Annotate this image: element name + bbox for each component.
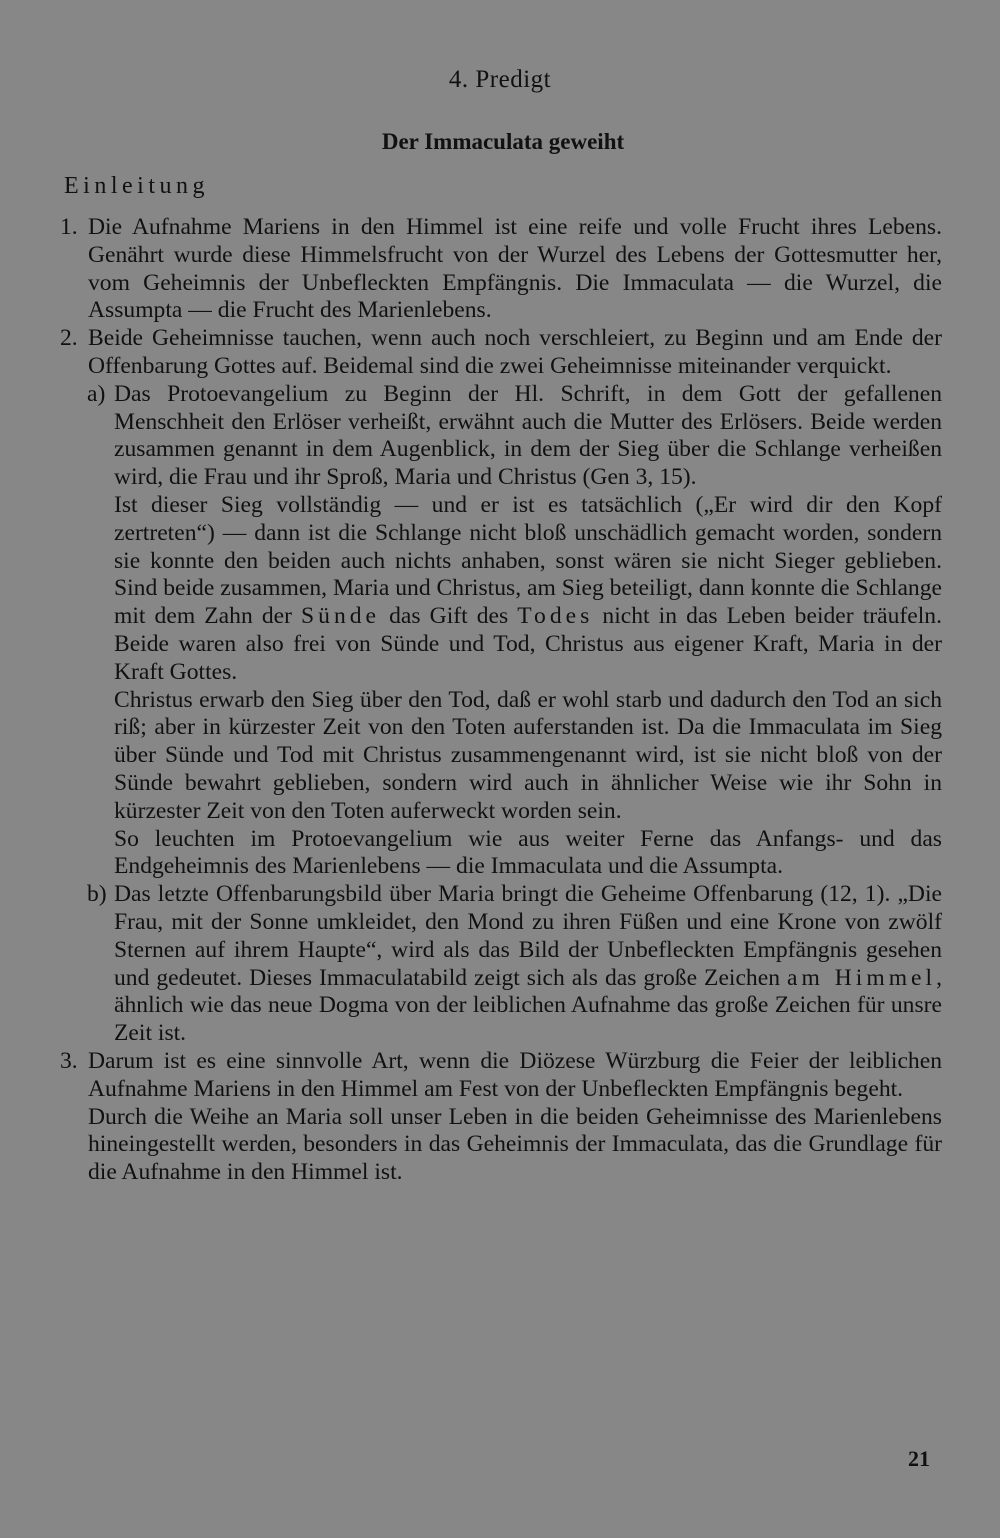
item-number: 1. (60, 214, 78, 240)
sub-a-paragraph-3: Christus erwarb den Sieg über den Tod, daß er wohl starb und dadurch den Tod an sich riß; aber in kürzester Zeit von den Toten auferstanden ist. Da die Immaculata im Sieg über Sünde und Tod mit Christus zusammengenannt wird, ist sie nicht bloß von der Sünde bewahrt geblieben, sondern wird auch in ähnlicher Weise wie ihr Sohn in kürzester Zeit von den Toten auferweckt worden sein. (114, 686, 942, 824)
sub-item-a (60, 381, 942, 492)
spaced-word: Todes (517, 603, 594, 630)
sub-item-text: , ähnlich wie das neue Dogma von der leiblichen Aufnahme das große Zeichen für unsre Zeit ist. (114, 964, 942, 1047)
list-item-1 (60, 214, 942, 325)
body-text (60, 214, 942, 1187)
paragraph-text: das Gift des (380, 603, 518, 630)
paragraph-text: nicht in das Leben beider träufeln. Beide waren also frei von Sünde und Tod, Christus aus eigener Kraft, Maria in der Kraft Gottes. (114, 603, 942, 685)
sub-a-paragraph-4: So leuchten im Protoevangelium wie aus weiter Ferne das Anfangs- und das Endgeheimnis des Marienlebens — die Immaculata und die Assumpta. (114, 825, 942, 880)
item-3-paragraph-2: Durch die Weihe an Maria soll unser Leben in die beiden Geheimnisse des Marienlebens hineingestellt werden, besonders in das Geheimnis der Immaculata, das die Grundlage für die Aufnahme in den Himmel ist. (88, 1103, 942, 1186)
sub-item-letter: b) (87, 881, 107, 908)
spaced-word: am Himmel (786, 964, 937, 991)
sub-item-text: Das Protoevangelium zu Beginn der Hl. Schrift, in dem Gott der gefallenen Menschheit den Erlöser verheißt, erwähnt auch die Mutter des Erlösers. Beide werden zusammen genannt in dem Augenblick, in dem der Sieg über die Schlange verheißen wird, die Frau und ihr Sproß, Maria und Christus (Gen 3, 15). (114, 380, 942, 491)
sub-item-letter: a) (87, 380, 106, 407)
list-item-2 (60, 325, 942, 381)
paragraph-text: Ist dieser Sieg vollständig — und er ist es tatsächlich („Er wird dir den Kopf zertreten“) — dann ist die Schlange nicht bloß unschädlich gemacht worden, sondern sie konnte den beiden auch nichts anhaben, sonst wären sie nicht Sieger geblieben. Sind beide zusammen, Maria und Christus, am Sieg beteiligt, dann konnte die Schlange mit dem Zahn der (114, 491, 942, 630)
sub-a-paragraph-2 (60, 492, 942, 687)
item-number: 2. (60, 325, 78, 352)
chapter-heading: 4. Predigt (448, 66, 552, 93)
item-number: 3. (60, 1047, 78, 1074)
item-text: Die Aufnahme Mariens in den Himmel ist eine reife und volle Frucht ihres Lebens. Genährt wurde diese Himmelsfrucht von der Wurzel des Lebens der Gottesmutter her, vom Geheimnis der Unbefleckten Empfängnis. Die Immaculata — die Wurzel, die Assumpta — die Frucht des Marienlebens. (88, 214, 942, 324)
page-number: 21 (908, 1446, 930, 1471)
spaced-word: Sünde (301, 603, 381, 630)
list-item-3 (60, 1048, 942, 1104)
sermon-title: Der Immaculata geweiht (381, 129, 625, 154)
item-text: Beide Geheimnisse tauchen, wenn auch noch verschleiert, zu Beginn und am Ende der Offenbarung Gottes auf. Beidemal sind die zwei Geheimnisse miteinander verquickt. (88, 325, 942, 379)
sub-item-b (60, 881, 942, 1048)
section-heading: Einleitung (64, 173, 209, 199)
sub-item-text: Das letzte Offenbarungsbild über Maria bringt die Geheime Offenbarung (12, 1). „Die Frau, mit der Sonne umkleidet, den Mond zu ihren Füßen und eine Krone von zwölf Sternen auf ihrem Haupte“, wird als das Bild der Unbefleckten Empfängnis gesehen und gedeutet. Dieses Immaculatabild zeigt sich als das große Zeichen (114, 881, 942, 991)
item-text: Darum ist es eine sinnvolle Art, wenn die Diözese Würzburg die Feier der leiblichen Aufnahme Mariens in den Himmel am Fest von der Unbefleckten Empfängnis begeht. (88, 1047, 942, 1102)
